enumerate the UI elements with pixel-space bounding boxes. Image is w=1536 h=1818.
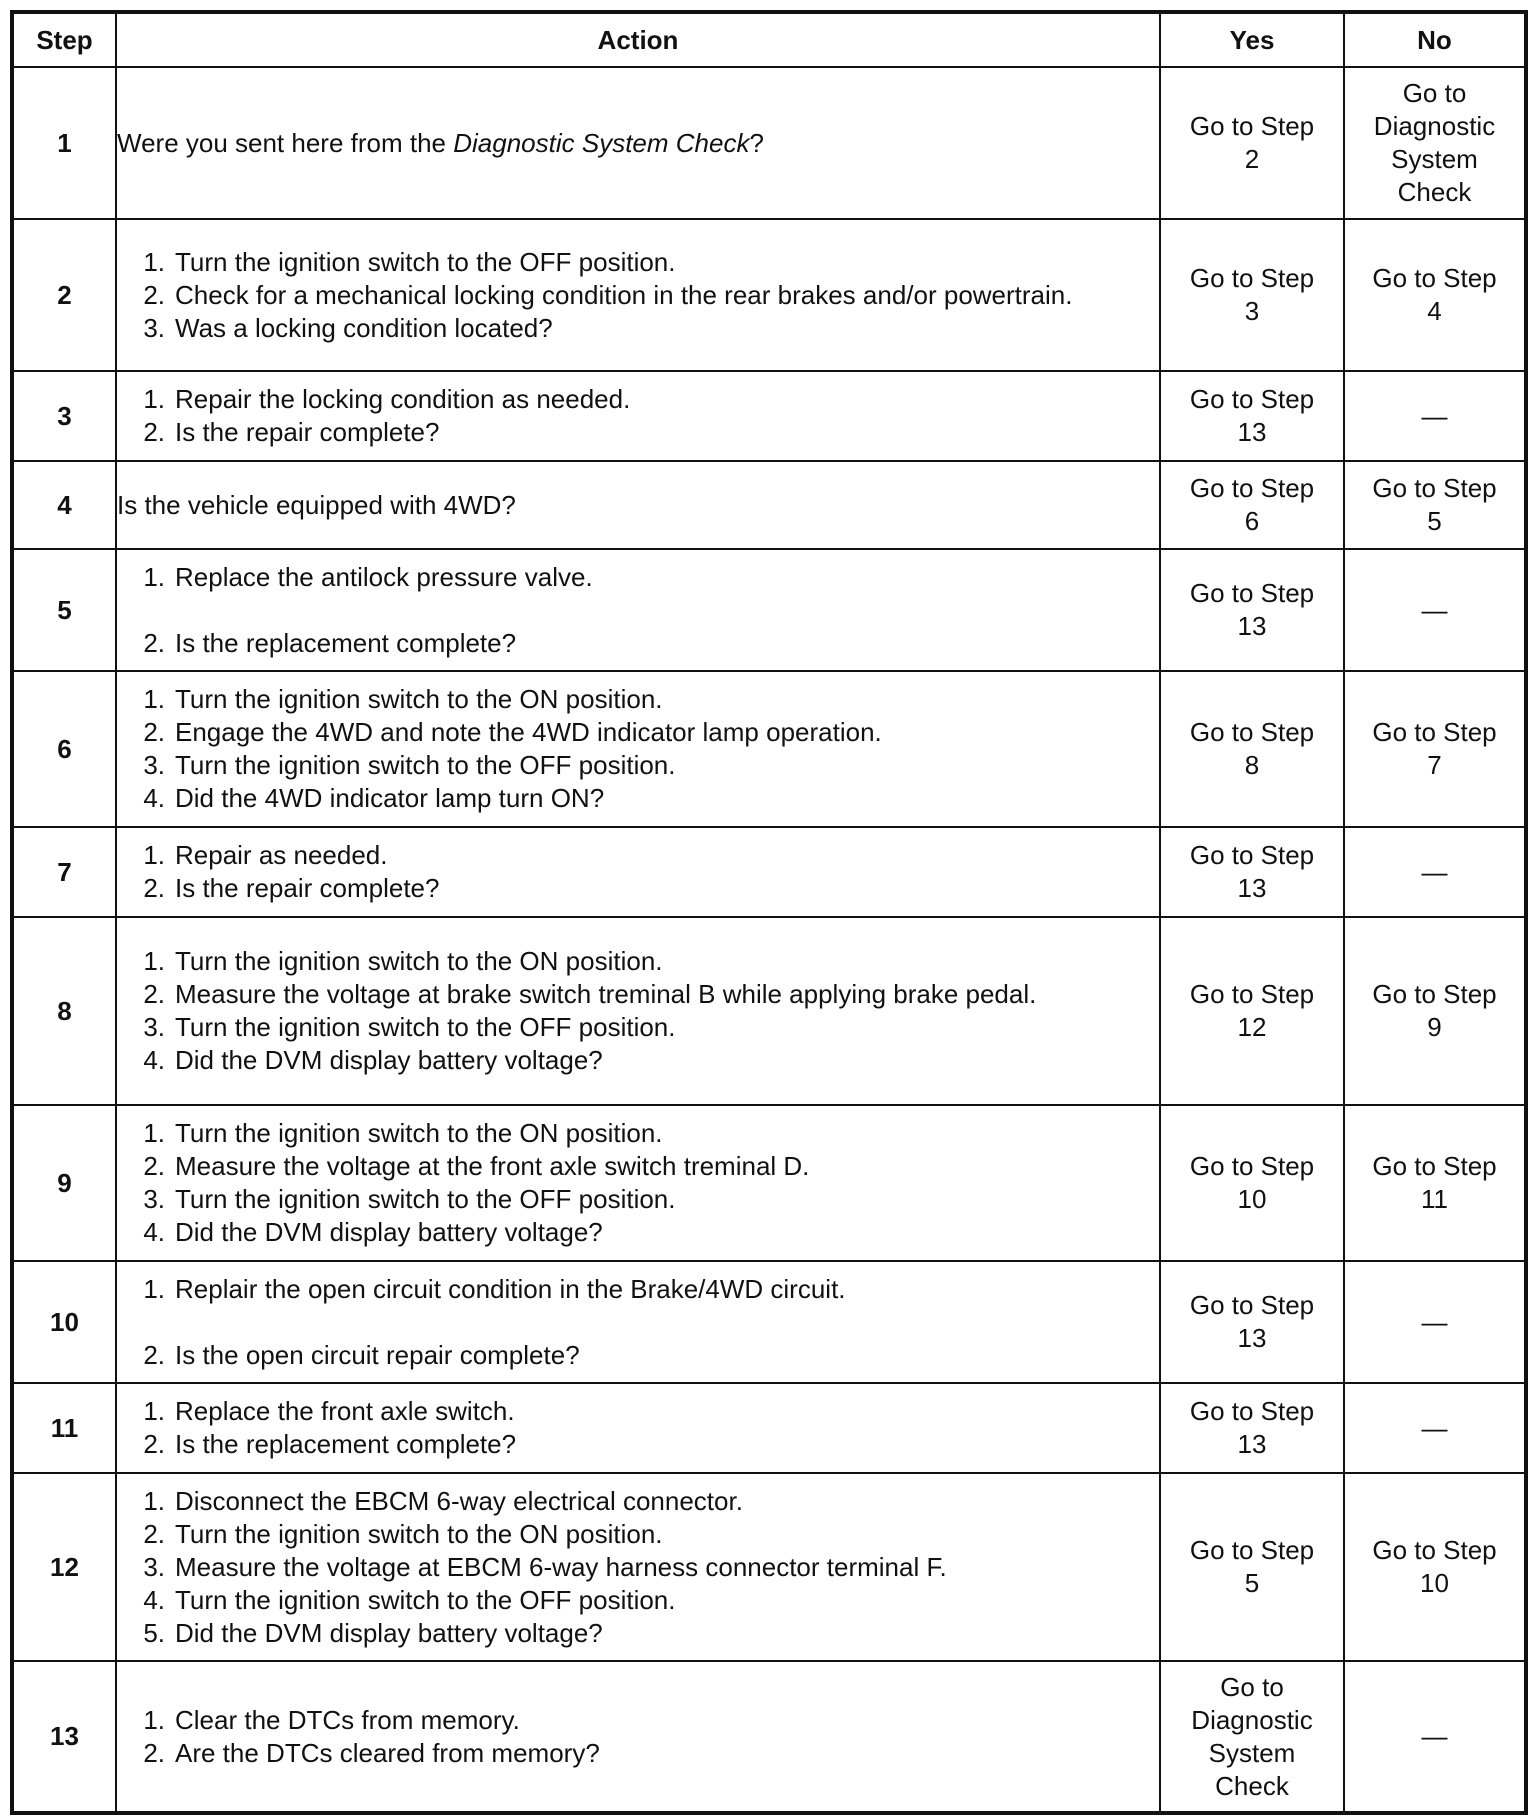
no-cell: Go to Diagnostic System Check bbox=[1344, 67, 1526, 219]
action-list bbox=[117, 683, 1159, 815]
no-cell: Go to Step 4 bbox=[1344, 219, 1526, 371]
step-number: 7 bbox=[12, 827, 116, 917]
list-item: 3. Turn the ignition switch to the OFF position. bbox=[143, 1184, 676, 1214]
step-number: 3 bbox=[12, 371, 116, 461]
table-row bbox=[12, 219, 1526, 371]
action-cell bbox=[116, 1383, 1160, 1473]
table-row bbox=[12, 1383, 1526, 1473]
list-item: 1. Replair the open circuit condition in the Brake/4WD circuit. bbox=[143, 1273, 846, 1304]
table-row bbox=[12, 1473, 1526, 1661]
step-number: 2 bbox=[12, 219, 116, 371]
list-item: 3. Turn the ignition switch to the OFF position. bbox=[143, 1012, 676, 1042]
header-step: Step bbox=[12, 12, 116, 67]
step-number: 13 bbox=[12, 1661, 116, 1813]
yes-cell: Go to Step 12 bbox=[1160, 917, 1344, 1105]
action-cell bbox=[116, 917, 1160, 1105]
list-item: 2. Is the repair complete? bbox=[143, 417, 440, 447]
action-list bbox=[117, 945, 1159, 1077]
action-cell bbox=[116, 219, 1160, 371]
list-item: 1. Turn the ignition switch to the OFF position. bbox=[143, 246, 676, 277]
action-list bbox=[117, 1485, 1159, 1650]
yes-cell: Go to Step 10 bbox=[1160, 1105, 1344, 1261]
action-list bbox=[117, 383, 1159, 449]
list-item: 4. Turn the ignition switch to the OFF position. bbox=[143, 1584, 676, 1615]
table-row bbox=[12, 1105, 1526, 1261]
list-item: 1. Clear the DTCs from memory. bbox=[143, 1704, 520, 1735]
yes-cell: Go to Step 8 bbox=[1160, 671, 1344, 827]
action-list bbox=[117, 1395, 1159, 1461]
list-item: 3. Measure the voltage at EBCM 6-way harness connector terminal F. bbox=[143, 1551, 947, 1582]
action-cell bbox=[116, 67, 1160, 219]
list-item: 2. Is the repair complete? bbox=[143, 873, 440, 903]
step-number: 1 bbox=[12, 67, 116, 219]
no-cell: — bbox=[1344, 371, 1526, 461]
list-item: 3. Was a locking condition located? bbox=[143, 312, 553, 343]
list-item: 2. Are the DTCs cleared from memory? bbox=[143, 1737, 600, 1768]
list-item: 1. Disconnect the EBCM 6-way electrical connector. bbox=[143, 1485, 743, 1516]
action-list bbox=[117, 1273, 1159, 1372]
action-list bbox=[117, 246, 1159, 345]
table-row bbox=[12, 671, 1526, 827]
table-row bbox=[12, 917, 1526, 1105]
list-item: 2. Engage the 4WD and note the 4WD indicator lamp operation. bbox=[143, 717, 882, 747]
yes-cell: Go to Step 13 bbox=[1160, 371, 1344, 461]
step-number: 10 bbox=[12, 1261, 116, 1383]
list-item: 4. Did the DVM display battery voltage? bbox=[143, 1217, 603, 1247]
list-item: 1. Turn the ignition switch to the ON position. bbox=[143, 684, 663, 714]
yes-cell: Go to Step 3 bbox=[1160, 219, 1344, 371]
table-row bbox=[12, 1661, 1526, 1813]
action-list bbox=[117, 1117, 1159, 1249]
action-cell bbox=[116, 1261, 1160, 1383]
table-row bbox=[12, 549, 1526, 671]
list-item: 1. Repair the locking condition as needed. bbox=[143, 384, 631, 414]
table-row bbox=[12, 827, 1526, 917]
list-item: 5. Did the DVM display battery voltage? bbox=[143, 1617, 603, 1648]
list-item: 2. Check for a mechanical locking condition in the rear brakes and/or powertrain. bbox=[143, 279, 1073, 310]
action-text: Were you sent here from the Diagnostic System Check? bbox=[117, 127, 764, 158]
table-row bbox=[12, 461, 1526, 549]
step-number: 4 bbox=[12, 461, 116, 549]
action-cell bbox=[116, 1105, 1160, 1261]
list-item: 1. Turn the ignition switch to the ON position. bbox=[143, 1118, 663, 1148]
yes-cell: Go to Step 5 bbox=[1160, 1473, 1344, 1661]
action-cell bbox=[116, 461, 1160, 549]
action-cell bbox=[116, 549, 1160, 671]
list-item: 1. Turn the ignition switch to the ON position. bbox=[143, 946, 663, 976]
header-yes: Yes bbox=[1160, 12, 1344, 67]
yes-cell: Go to Step 2 bbox=[1160, 67, 1344, 219]
header-row bbox=[12, 12, 1526, 67]
action-cell bbox=[116, 671, 1160, 827]
no-cell: — bbox=[1344, 1261, 1526, 1383]
list-item: 2. Is the open circuit repair complete? bbox=[143, 1339, 580, 1370]
list-item: 2. Is the replacement complete? bbox=[143, 627, 517, 658]
no-cell: — bbox=[1344, 827, 1526, 917]
step-number: 12 bbox=[12, 1473, 116, 1661]
no-cell: — bbox=[1344, 1383, 1526, 1473]
step-number: 6 bbox=[12, 671, 116, 827]
header-no: No bbox=[1344, 12, 1526, 67]
diagnostic-table bbox=[10, 10, 1528, 1815]
no-cell: Go to Step 9 bbox=[1344, 917, 1526, 1105]
list-item: 2. Is the replacement complete? bbox=[143, 1429, 517, 1459]
header-action: Action bbox=[116, 12, 1160, 67]
step-number: 11 bbox=[12, 1383, 116, 1473]
action-cell bbox=[116, 827, 1160, 917]
no-cell: Go to Step 11 bbox=[1344, 1105, 1526, 1261]
action-cell bbox=[116, 371, 1160, 461]
list-item: 2. Measure the voltage at the front axle switch treminal D. bbox=[143, 1151, 810, 1181]
list-item: 1. Replace the antilock pressure valve. bbox=[143, 561, 593, 592]
list-item: 3. Turn the ignition switch to the OFF position. bbox=[143, 750, 676, 780]
no-cell: — bbox=[1344, 549, 1526, 671]
no-cell: Go to Step 7 bbox=[1344, 671, 1526, 827]
yes-cell: Go to Step 13 bbox=[1160, 827, 1344, 917]
table-row bbox=[12, 67, 1526, 219]
action-cell bbox=[116, 1661, 1160, 1813]
step-number: 8 bbox=[12, 917, 116, 1105]
action-list bbox=[117, 839, 1159, 905]
action-list bbox=[117, 1704, 1159, 1770]
action-list bbox=[117, 561, 1159, 660]
action-cell bbox=[116, 1473, 1160, 1661]
step-number: 5 bbox=[12, 549, 116, 671]
list-item: 1. Replace the front axle switch. bbox=[143, 1396, 515, 1426]
yes-cell: Go to Step 13 bbox=[1160, 549, 1344, 671]
list-item: 4. Did the DVM display battery voltage? bbox=[143, 1045, 603, 1075]
table-row bbox=[12, 371, 1526, 461]
yes-cell: Go to Step 13 bbox=[1160, 1261, 1344, 1383]
yes-cell: Go to Diagnostic System Check bbox=[1160, 1661, 1344, 1813]
yes-cell: Go to Step 13 bbox=[1160, 1383, 1344, 1473]
list-item: 4. Did the 4WD indicator lamp turn ON? bbox=[143, 783, 605, 813]
no-cell: — bbox=[1344, 1661, 1526, 1813]
list-item: 2. Turn the ignition switch to the ON position. bbox=[143, 1518, 663, 1549]
no-cell: Go to Step 10 bbox=[1344, 1473, 1526, 1661]
step-number: 9 bbox=[12, 1105, 116, 1261]
action-text: Is the vehicle equipped with 4WD? bbox=[117, 489, 516, 520]
yes-cell: Go to Step 6 bbox=[1160, 461, 1344, 549]
table-row bbox=[12, 1261, 1526, 1383]
no-cell: Go to Step 5 bbox=[1344, 461, 1526, 549]
list-item: 2. Measure the voltage at brake switch treminal B while applying brake pedal. bbox=[143, 979, 1037, 1009]
list-item: 1. Repair as needed. bbox=[143, 840, 388, 870]
